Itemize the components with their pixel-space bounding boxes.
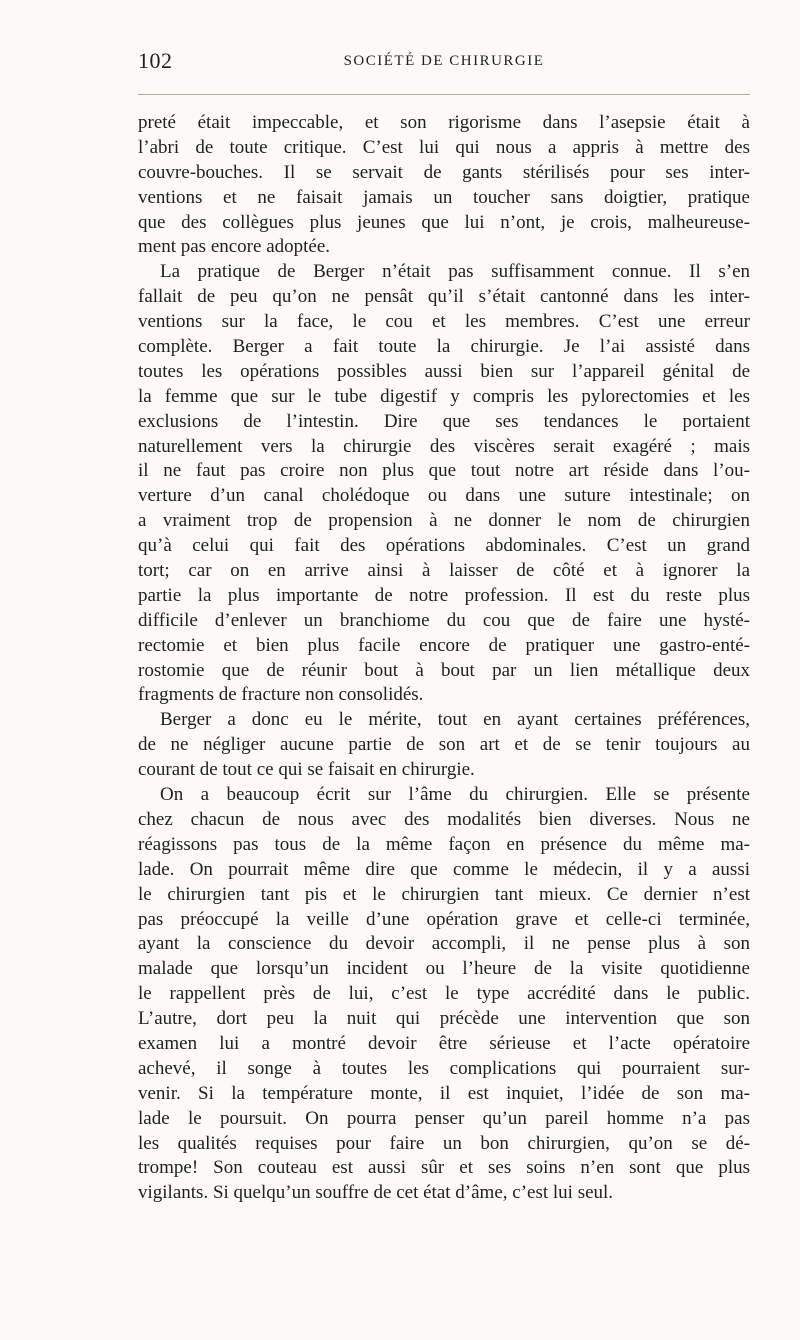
text-line: tort; car on en arrive ainsi à laisser de côté et à ignorer la bbox=[138, 560, 750, 582]
text-line: la femme que sur le tube digestif y compris les pylorectomies et les bbox=[138, 385, 750, 407]
text-line: venir. Si la température monte, il est inquiet, l’idée de son ma- bbox=[138, 1082, 750, 1104]
text-line: complète. Berger a fait toute la chirurgie. Je l’ai assisté dans bbox=[138, 336, 750, 358]
header-rule bbox=[138, 94, 750, 95]
text-line: difficile d’enlever un branchiome du cou que de faire une hysté- bbox=[138, 609, 750, 631]
text-line: fragments de fracture non consolidés. bbox=[138, 684, 424, 706]
running-title: SOCIÉTÉ DE CHIRURGIE bbox=[343, 53, 545, 69]
text-line: ventions et ne faisait jamais un toucher sans doigtier, pratique bbox=[138, 186, 750, 208]
text-line: examen lui a montré devoir être sérieuse et l’acte opératoire bbox=[138, 1032, 750, 1054]
text-line: trompe! Son couteau est aussi sûr et ses soins n’en sont que plus bbox=[138, 1157, 750, 1179]
text-line: partie la plus importante de notre profession. Il est du reste plus bbox=[138, 584, 750, 606]
text-line: preté était impeccable, et son rigorisme dans l’asepsie était à bbox=[138, 112, 750, 133]
text-line: L’autre, dort peu la nuit qui précède une intervention que son bbox=[138, 1008, 750, 1030]
text-line: rectomie et bien plus facile encore de pratiquer une gastro-enté- bbox=[138, 634, 750, 656]
text-line: pas préoccupé la veille d’une opération grave et celle-ci terminée, bbox=[138, 908, 750, 930]
text-line: toutes les opérations possibles aussi bien sur l’appareil génital de bbox=[138, 360, 750, 382]
page-header bbox=[138, 48, 750, 76]
text-line: Berger a donc eu le mérite, tout en ayant certaines préférences, bbox=[160, 709, 750, 731]
text-line: le rappellent près de lui, c’est le type accrédité dans le public. bbox=[138, 983, 750, 1005]
text-line: il ne faut pas croire non plus que tout notre art réside dans l’ou- bbox=[138, 460, 750, 482]
paragraph bbox=[138, 260, 750, 708]
page-number: 102 bbox=[138, 48, 173, 73]
text-line: le chirurgien tant pis et le chirurgien tant mieux. Ce dernier n’est bbox=[138, 883, 750, 905]
text-line: ayant la conscience du devoir accompli, il ne pense plus à son bbox=[138, 933, 750, 955]
text-line: ment pas encore adoptée. bbox=[138, 236, 331, 258]
text-line: exclusions de l’intestin. Dire que ses tendances le portaient bbox=[138, 410, 750, 432]
text-line: les qualités requises pour faire un bon chirurgien, qu’on se dé- bbox=[138, 1132, 750, 1154]
text-line: lade le poursuit. On pourra penser qu’un pareil homme n’a pas bbox=[138, 1107, 750, 1129]
text-line: lade. On pourrait même dire que comme le médecin, il y a aussi bbox=[138, 858, 750, 880]
text-line: achevé, il songe à toutes les complications qui pourraient sur- bbox=[138, 1057, 750, 1079]
text-line: a vraiment trop de propension à ne donner le nom de chirurgien bbox=[138, 510, 750, 532]
text-line: La pratique de Berger n’était pas suffisamment connue. Il s’en bbox=[160, 261, 750, 283]
text-line: l’abri de toute critique. C’est lui qui nous a appris à mettre des bbox=[138, 136, 750, 158]
text-line: de ne négliger aucune partie de son art et de se tenir toujours au bbox=[138, 734, 750, 756]
text-line: vigilants. Si quelqu’un souffre de cet état d’âme, c’est lui seul. bbox=[138, 1182, 614, 1204]
text-line: chez chacun de nous avec des modalités bien diverses. Nous ne bbox=[138, 808, 750, 830]
text-line: ventions sur la face, le cou et les membres. C’est une erreur bbox=[138, 311, 750, 333]
text-line: naturellement vers la chirurgie des viscères serait exagéré ; mais bbox=[138, 435, 750, 457]
paragraph bbox=[138, 111, 750, 260]
text-line: On a beaucoup écrit sur l’âme du chirurgien. Elle se présente bbox=[160, 784, 750, 806]
text-line: que des collègues plus jeunes que lui n’ont, je crois, malheureuse- bbox=[138, 211, 750, 233]
text-line: réagissons pas tous de la même façon en présence du même ma- bbox=[138, 833, 750, 855]
text-line: couvre-bouches. Il se servait de gants stérilisés pour ses inter- bbox=[138, 161, 750, 183]
text-line: fallait de peu qu’on ne pensât qu’il s’était cantonné dans les inter- bbox=[138, 286, 750, 308]
text-line: qu’à celui qui fait des opérations abdominales. C’est un grand bbox=[138, 535, 750, 557]
body-text bbox=[138, 111, 750, 1206]
paragraph bbox=[138, 708, 750, 783]
text-line: verture d’un canal cholédoque ou dans une suture intestinale; on bbox=[138, 485, 750, 507]
text-line: courant de tout ce qui se faisait en chirurgie. bbox=[138, 759, 475, 781]
paragraph bbox=[138, 783, 750, 1206]
text-line: rostomie que de réunir bout à bout par un lien métallique deux bbox=[138, 659, 750, 681]
text-line: malade que lorsqu’un incident ou l’heure de la visite quotidienne bbox=[138, 958, 750, 980]
